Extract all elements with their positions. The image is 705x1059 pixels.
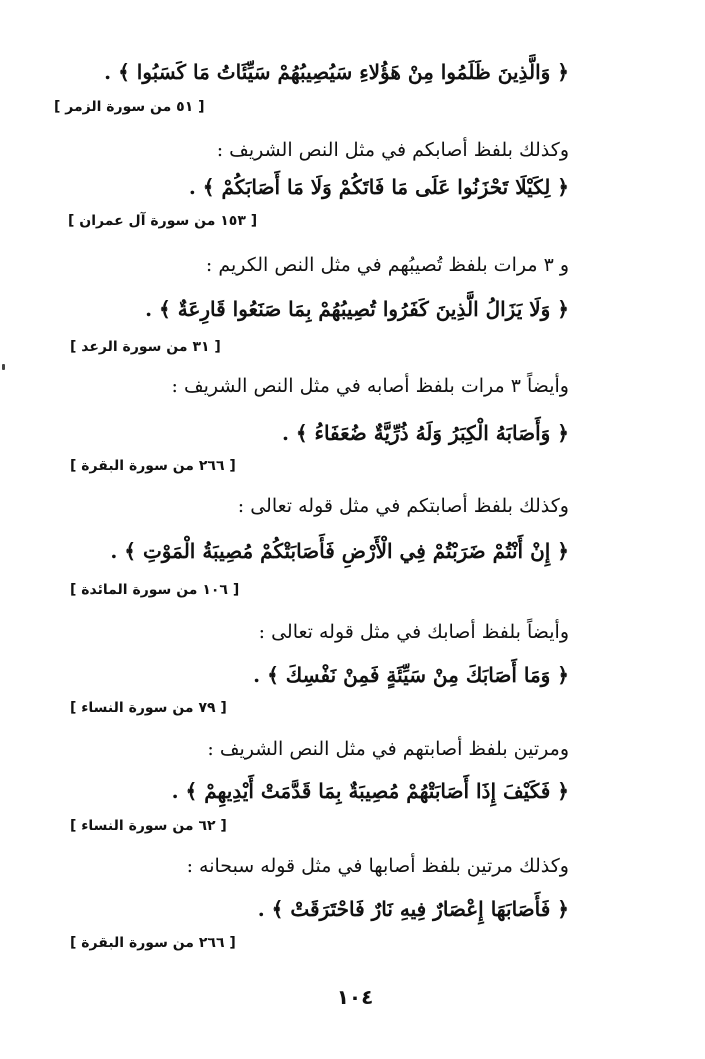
verse-text: ﴿ فَأَصَابَهَا إِعْصَارٌ فِيهِ نَارٌ فَاحْتَرَقَتْ ﴾ .: [257, 897, 569, 921]
verse-text: ﴿ وَمَا أَصَابَكَ مِنْ سَيِّئَةٍ فَمِنْ نَفْسِكَ ﴾ .: [253, 663, 569, 687]
verse-reference: [ ٦٢ من سورة النساء ]: [70, 818, 227, 834]
verse-reference: [ ٣١ من سورة الرعد ]: [70, 339, 221, 355]
verse-reference: [ ٥١ من سورة الزمر ]: [54, 99, 205, 115]
intro-text: وكذلك بلفظ أصابتكم في مثل قوله تعالى :: [237, 495, 569, 517]
verse-reference: [ ٧٩ من سورة النساء ]: [70, 700, 227, 716]
verse-text: ﴿ إِنْ أَنْتُمْ ضَرَبْتُمْ فِي الْأَرْضِ فَأَصَابَتْكُمْ مُصِيبَةُ الْمَوْتِ ﴾ .: [110, 539, 569, 563]
verse-text: ﴿ وَالَّذِينَ ظَلَمُوا مِنْ هَؤُلاءِ سَيُصِيبُهُمْ سَيِّئَاتُ مَا كَسَبُوا ﴾ .: [104, 60, 569, 84]
verse-text: ﴿ فَكَيْفَ إِذَا أَصَابَتْهُمْ مُصِيبَةٌ بِمَا قَدَّمَتْ أَيْدِيهِمْ ﴾ .: [171, 779, 569, 803]
intro-text: وكذلك بلفظ أصابكم في مثل النص الشريف :: [216, 139, 569, 161]
verse-reference: [ ١٠٦ من سورة المائدة ]: [70, 582, 240, 598]
verse-text: ﴿ وَأَصَابَهُ الْكِبَرُ وَلَهُ ذُرِّيَّةٌ ضُعَفَاءُ ﴾ .: [281, 421, 569, 445]
intro-text: وأيضاً بلفظ أصابك في مثل قوله تعالى :: [258, 621, 569, 643]
verse-reference: [ ١٥٣ من سورة آل عمران ]: [68, 213, 258, 229]
intro-text: ومرتين بلفظ أصابتهم في مثل النص الشريف :: [207, 738, 569, 760]
verse-text: ﴿ لِكَيْلَا تَحْزَنُوا عَلَى مَا فَاتَكُمْ وَلَا مَا أَصَابَكُمْ ﴾ .: [188, 175, 569, 199]
page-number: ١٠٤: [336, 985, 374, 1009]
intro-text: و ٣ مرات بلفظ تُصيبُهم في مثل النص الكريم :: [205, 254, 569, 276]
intro-text: وكذلك مرتين بلفظ أصابها في مثل قوله سبحانه :: [186, 855, 569, 877]
verse-text: ﴿ وَلَا يَزَالُ الَّذِينَ كَفَرُوا تُصِيبُهُمْ بِمَا صَنَعُوا قَارِعَةٌ ﴾ .: [145, 297, 569, 321]
intro-text: وأيضاً ٣ مرات بلفظ أصابه في مثل النص الشريف :: [171, 375, 569, 397]
verse-reference: [ ٢٦٦ من سورة البقرة ]: [70, 935, 236, 951]
scan-edge-mark: [2, 364, 5, 370]
verse-reference: [ ٢٦٦ من سورة البقرة ]: [70, 458, 236, 474]
